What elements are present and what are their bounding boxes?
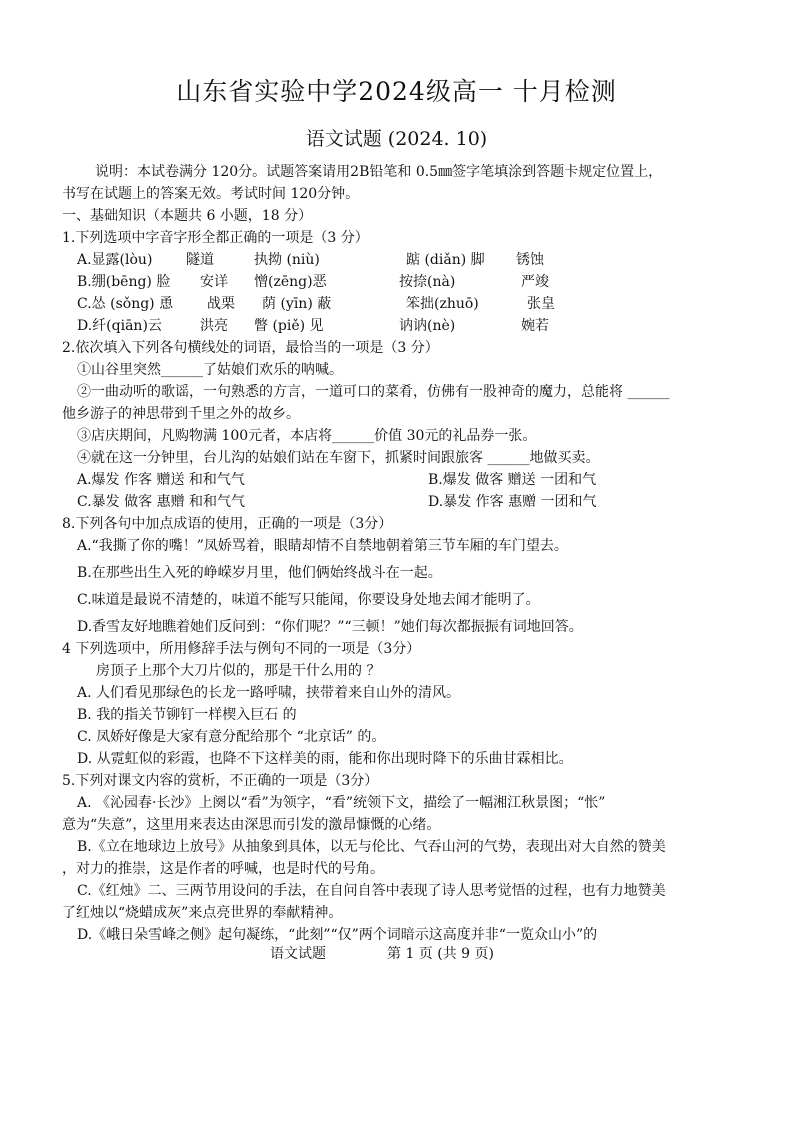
q5-option-b-line-1: B.《立在地球边上放号》从抽象到具体，以无与伦比、气吞山河的气势，表现出对大自然的赞美 xyxy=(77,839,666,855)
q1-a-word-2: 隧道 xyxy=(186,252,214,268)
q4-example: 房顶子上那个大刀片似的，那是干什么用的 ？ xyxy=(96,663,381,679)
section-heading: 一、基础知识（本题共 6 小题，18 分） xyxy=(62,208,313,224)
q5-option-a-line-1: A. 《沁园春·长沙》上阕以“看”为领字，“看”统领下文，描绘了一幅湘江秋景图；“怅” xyxy=(77,795,606,811)
exam-subtitle: 语文试题 (2024. 10) xyxy=(305,128,488,150)
q2-sentence-2a: ②一曲动听的歌谣，一句熟悉的方言，一道可口的菜肴，仿佛有一股神奇的魔力，总能将 ______ xyxy=(77,384,670,400)
q1-d-word-4: 讷讷(nè) xyxy=(399,318,456,334)
q1-d-word-2: 洪亮 xyxy=(200,318,228,334)
q2-option-a: A.爆发 作客 赠送 和和气气 xyxy=(77,472,245,488)
footer-page-number: 第 1 页 (共 9 页) xyxy=(387,946,494,962)
q3-option-a: A.“我撕了你的嘴！”凤娇骂着，眼睛却情不自禁地朝着第三节车厢的车门望去。 xyxy=(77,538,568,554)
q1-a-word-4: 踮 (diǎn) 脚 xyxy=(406,252,485,268)
q1-d-word-3: 瞥 (piě) 见 xyxy=(254,318,324,334)
q5-option-a-line-2: 意为“失意”，这里用来表达由深思而引发的激昂慷慨的心绪。 xyxy=(62,817,441,833)
q2-option-b: B.爆发 做客 赠送 一团和气 xyxy=(428,472,597,488)
q2-option-d: D.暴发 作客 惠赠 一团和气 xyxy=(428,494,597,510)
q1-c-word-2: 战栗 xyxy=(207,296,235,312)
q3-option-c: C.味道是最说不清楚的，味道不能写只能闻，你要设身处地去闻才能明了。 xyxy=(77,592,540,608)
q5-option-b-line-2: ，对力的推崇，这是作者的呼喊，也是时代的号角。 xyxy=(62,861,384,877)
q5-option-c-line-1: C.《红烛》二、三两节用设问的手法，在自问自答中表现了诗人思考觉悟的过程，也有力地赞美 xyxy=(77,883,666,899)
q5-option-d-line-1: D.《峨日朵雪峰之侧》起句凝练，“此刻”“仅”两个词暗示这高度并非“一览众山小”的 xyxy=(77,927,598,943)
q3-option-d: D.香雪友好地瞧着她们反问到：“你们呢？”“三顿！”她们每次都振振有词地回答。 xyxy=(77,619,583,635)
q1-a-word-3: 执拗 (niù) xyxy=(254,252,320,268)
instructions-line-2: 书写在试题上的答案无效。考试时间 120分钟。 xyxy=(62,186,360,202)
q1-stem: 1.下列选项中字音字形全都正确的一项是（3 分） xyxy=(62,230,369,246)
q1-c-word-5: 张皇 xyxy=(527,296,555,312)
q1-d-word-5: 婉若 xyxy=(521,318,549,334)
q4-option-c: C. 凤娇好像是大家有意分配给那个 “北京话” 的。 xyxy=(77,729,386,745)
exam-title: 山东省实验中学2024级高一 十月检测 xyxy=(176,77,617,106)
q4-option-b: B. 我的指关节铆钉一样楔入巨石 的 xyxy=(77,707,297,723)
q5-option-c-line-2: 了红烛以“烧蜡成灰”来点亮世界的奉献精神。 xyxy=(62,905,343,921)
q1-b-word-3: 憎(zēng)恶 xyxy=(254,274,327,290)
q2-stem: 2.依次填入下列各句横线处的词语，最恰当的一项是（3 分） xyxy=(62,340,439,356)
footer-subject: 语文试题 xyxy=(270,946,326,962)
q1-d-word-1: D.纤(qiān)云 xyxy=(77,318,162,334)
q1-c-word-1: C.怂 (sǒng) 恿 xyxy=(77,296,174,312)
q1-b-word-1: B.绷(bēng) 脸 xyxy=(77,274,171,290)
q2-sentence-3: ③店庆期间，凡购物满 100元者，本店将______价值 30元的礼品券一张。 xyxy=(77,428,537,444)
q1-b-word-4: 按捺(nà) xyxy=(399,274,456,290)
q2-option-c: C.暴发 做客 惠赠 和和气气 xyxy=(77,494,246,510)
q1-a-word-5: 锈蚀 xyxy=(516,252,544,268)
q1-b-word-5: 严竣 xyxy=(521,274,549,290)
q3-stem: 8.下列各句中加点成语的使用，正确的一项是（3分） xyxy=(62,516,393,532)
instructions-line-1: 说明：本试卷满分 120分。试题答案请用2B铅笔和 0.5㎜签字笔填涂到答题卡规定位置上， xyxy=(95,164,663,180)
q1-b-word-2: 安详 xyxy=(200,274,228,290)
q1-a-word-1: A.显露(lòu) xyxy=(77,252,153,268)
q5-stem: 5.下列对课文内容的赏析，不正确的一项是（3分） xyxy=(62,773,379,789)
q4-option-a: A. 人们看见那绿色的长龙一路呼啸，挟带着来自山外的清风。 xyxy=(77,685,461,701)
q3-option-b: B.在那些出生入死的峥嵘岁月里，他们俩始终战斗在一起。 xyxy=(77,565,442,581)
q4-stem: 4 下列选项中，所用修辞手法与例句不同的一项是（3分） xyxy=(62,641,421,657)
q2-sentence-2b: 他乡游子的神思带到千里之外的故乡。 xyxy=(62,406,300,422)
q1-c-word-3: 荫 (yīn) 蔽 xyxy=(262,296,332,312)
q2-sentence-1: ①山谷里突然______了姑娘们欢乐的呐喊。 xyxy=(77,362,343,378)
q2-sentence-4: ④就在这一分钟里，台儿沟的姑娘们站在车窗下，抓紧时间跟旅客 ______地做买卖。 xyxy=(77,450,600,466)
q4-option-d: D. 从霓虹似的彩霞，也降不下这样美的雨，能和你出现时降下的乐曲甘霖相比。 xyxy=(77,751,573,767)
q1-c-word-4: 笨拙(zhuō) xyxy=(406,296,479,312)
